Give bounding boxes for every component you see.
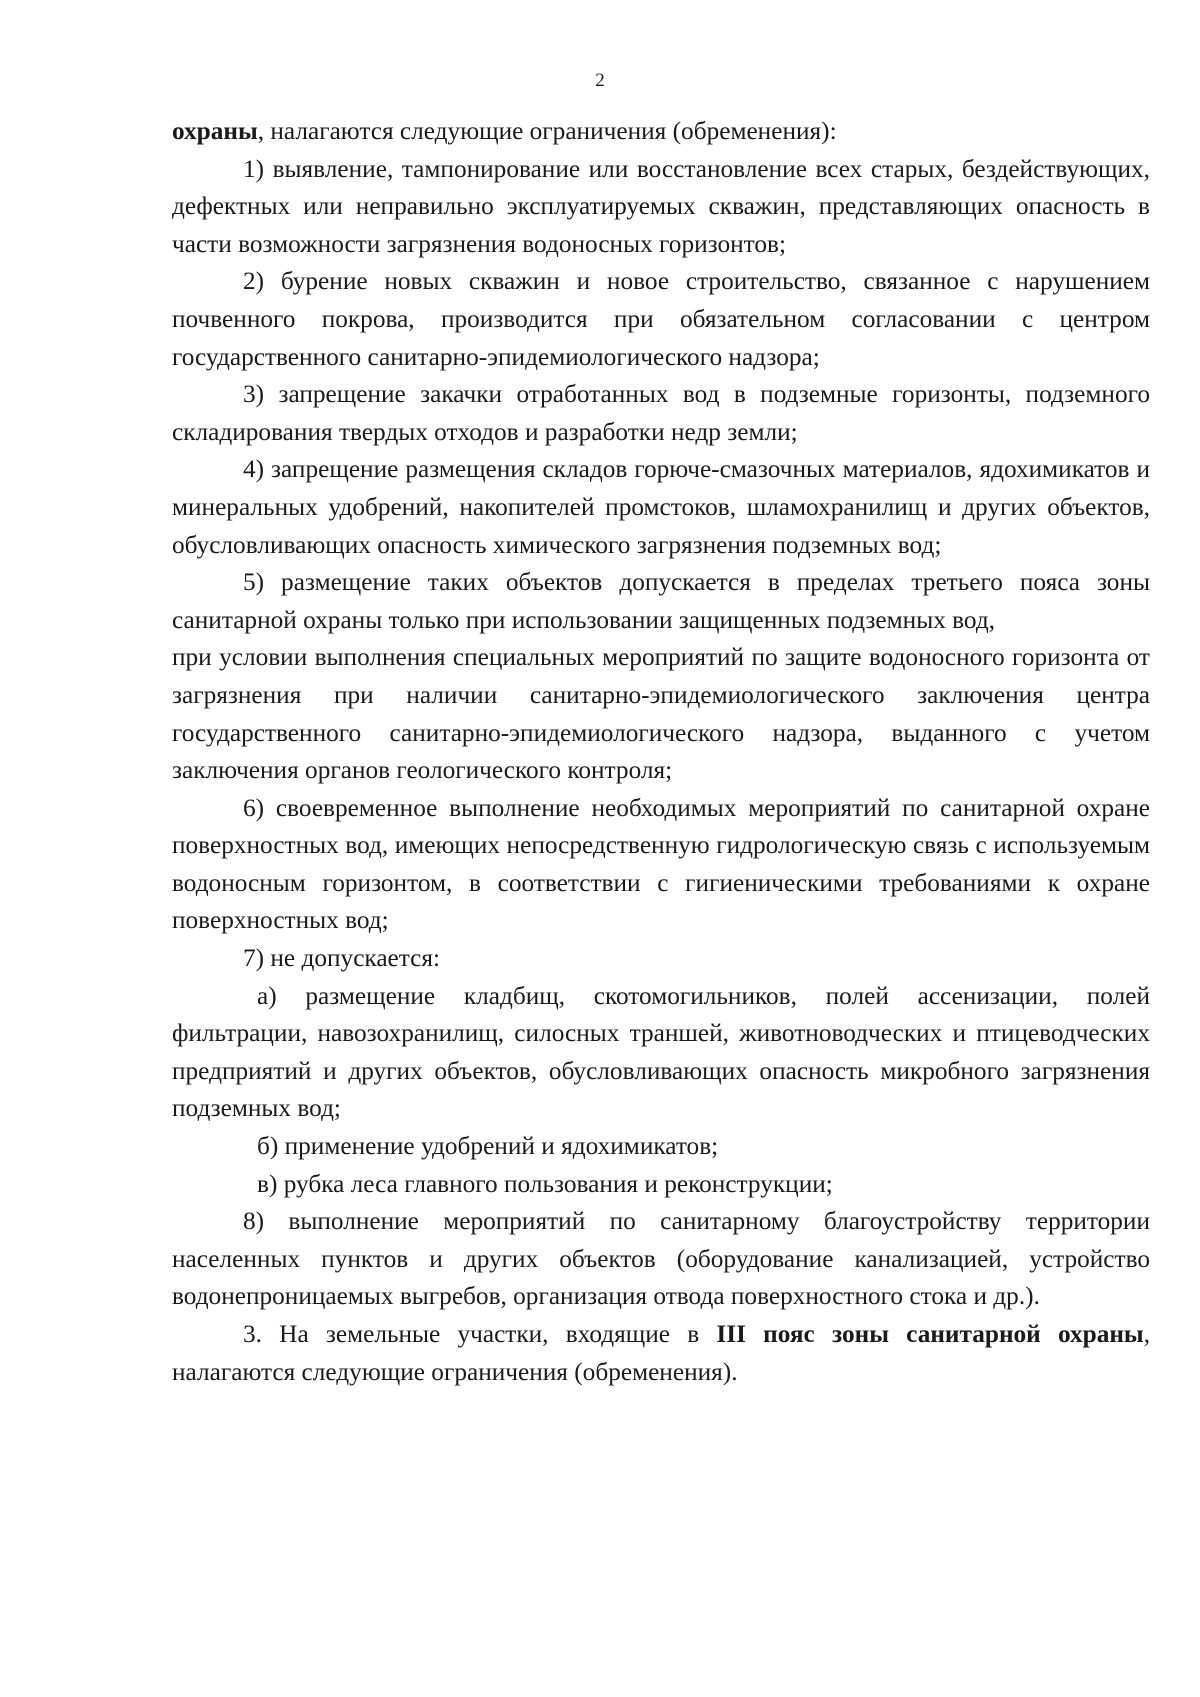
document-body bbox=[172, 113, 1150, 1391]
paragraph-text: 3. На земельные участки, входящие в bbox=[243, 1320, 717, 1348]
list-item-5: 5) размещение таких объектов допускается в пределах третьего пояса зоны санитарной охраны только при использовании защищенных подземных вод, bbox=[172, 568, 1150, 634]
list-item-1: 1) выявление, тампонирование или восстановление всех старых, бездействующих, дефектных или неправильно эксплуатируемых скважин, представляющих опасность в части возможности загрязнения водоносных горизонтов; bbox=[172, 154, 1150, 258]
page-number: 2 bbox=[595, 70, 605, 91]
list-item-4: 4) запрещение размещения складов горюче-смазочных материалов, ядохимикатов и минеральных удобрений, накопителей промстоков, шламохранилищ и других объектов, обусловливающих опасность химического загрязнения подземных вод; bbox=[172, 455, 1150, 559]
paragraph-continuation bbox=[172, 113, 1150, 151]
list-item-6: 6) своевременное выполнение необходимых мероприятий по санитарной охране поверхностных вод, имеющих непосредственную гидрологическую связь с используемым водоносным горизонтом, в соответствии с гигиеническими требованиями к охране поверхностных вод; bbox=[172, 793, 1150, 935]
section-3-paragraph bbox=[172, 1316, 1150, 1391]
list-item-7: 7) не допускается: bbox=[243, 944, 441, 973]
paragraph-text: , налагаются следующие ограничения (обременения). bbox=[172, 1320, 1151, 1386]
sub-item-a: а) размещение кладбищ, скотомогильников, полей ассенизации, полей фильтрации, навозохранилищ, силосных траншей, животноводческих и птицеводческих предприятий и других объектов, обусловливающих опасность микробного загрязнения подземных вод; bbox=[172, 981, 1150, 1123]
sub-item-b: б) применение удобрений и ядохимикатов; bbox=[257, 1132, 719, 1161]
list-item-5-continuation: при условии выполнения специальных мероприятий по защите водоносного горизонта от загрязнения при наличии санитарно-эпидемиологического заключения центра государственного санитарно-эпидемиологического надзора, выданного с учетом заключения органов геологического контроля; bbox=[172, 643, 1150, 785]
list-item-2: 2) бурение новых скважин и новое строительство, связанное с нарушением почвенного покрова, производится при обязательном согласовании с центром государственного санитарно-эпидемиологического надзора; bbox=[172, 267, 1150, 371]
bold-term: III пояс зоны санитарной охраны bbox=[716, 1320, 1144, 1348]
bold-term: охраны bbox=[172, 117, 258, 145]
list-item-8: 8) выполнение мероприятий по санитарному благоустройству территории населенных пунктов и других объектов (оборудование канализацией, устройство водонепроницаемых выгребов, организация отвода поверхностного стока и др.). bbox=[172, 1207, 1150, 1311]
sub-item-v: в) рубка леса главного пользования и реконструкции; bbox=[257, 1169, 833, 1198]
list-item-3: 3) запрещение закачки отработанных вод в подземные горизонты, подземного складирования твердых отходов и разработки недр земли; bbox=[172, 380, 1150, 446]
paragraph-text: , налагаются следующие ограничения (обременения): bbox=[257, 117, 837, 145]
